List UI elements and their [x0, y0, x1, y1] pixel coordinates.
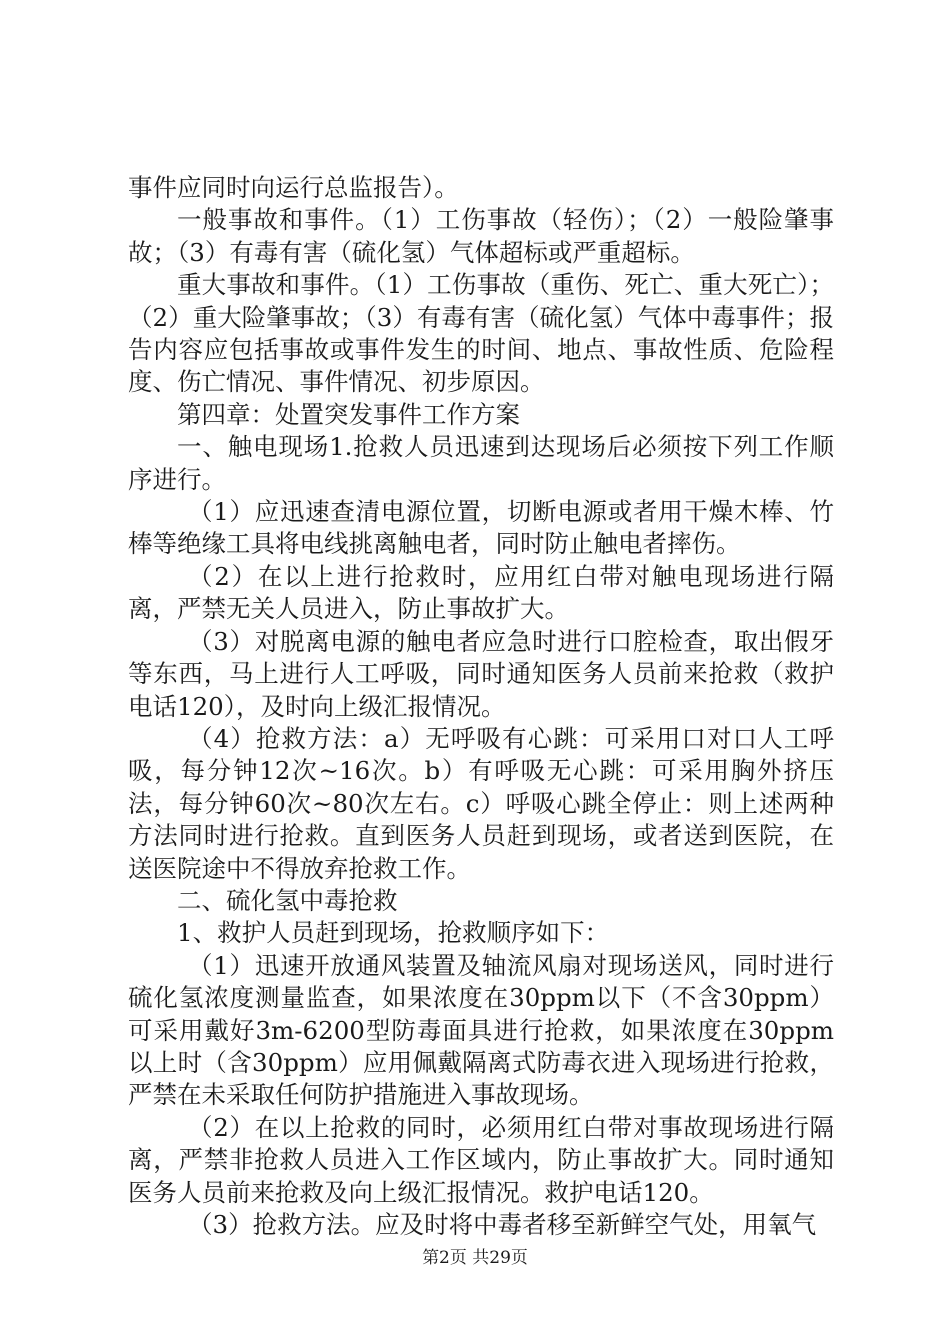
document-body [128, 172, 834, 1241]
paragraph-h2s-step-1: （1）迅速开放通风装置及轴流风扇对现场送风，同时进行硫化氢浓度测量监查，如果浓度在30ppm以下（不含30ppm）可采用戴好3m-6200型防毒面具进行抢救，如果浓度在30ppm以上时（含30ppm）应用佩戴隔离式防毒衣进入现场进行抢救，严禁在未采取任何防护措施进入事故现场。 [128, 950, 834, 1110]
chapter-heading: 第四章：处置突发事件工作方案 [177, 399, 520, 429]
paragraph-continuation: 事件应同时向运行总监报告）。 [128, 173, 459, 202]
paragraph-step-4: （4）抢救方法：a）无呼吸有心跳：可采用口对口人工呼吸，每分钟12次~16次。b）有呼吸无心跳：可采用胸外挤压法，每分钟60次~80次左右。c）呼吸心跳全停止：则上述两种方法同时进行抢救。直到医务人员赶到现场，或者送到医院，在送医院途中不得放弃抢救工作。 [128, 723, 834, 883]
paragraph-step-3: （3）对脱离电源的触电者应急时进行口腔检查，取出假牙等东西，马上进行人工呼吸，同时通知医务人员前来抢救（救护电话120），及时向上级汇报情况。 [128, 626, 834, 721]
paragraph-major-accidents: 重大事故和事件。（1）工伤事故（重伤、死亡、重大死亡）；（2）重大险肇事故；（3）有毒有害（硫化氢）气体中毒事件；报告内容应包括事故或事件发生的时间、地点、事故性质、危险程度、伤亡情况、事件情况、初步原因。 [128, 270, 834, 397]
paragraph-step-1: （1）应迅速查清电源位置，切断电源或者用干燥木棒、竹棒等绝缘工具将电线挑离触电者，同时防止触电者摔伤。 [128, 497, 834, 559]
section-heading-h2s: 二、硫化氢中毒抢救 [177, 885, 398, 915]
paragraph-h2s-step-3: （3）抢救方法。应及时将中毒者移至新鲜空气处，用氧气 [188, 1210, 817, 1239]
paragraph-general-accidents: 一般事故和事件。（1）工伤事故（轻伤）；（2）一般险肇事故；（3）有毒有害（硫化氢）气体超标或严重超标。 [128, 205, 834, 267]
page-number-label: 第2页 共29页 [422, 1248, 528, 1268]
paragraph-h2s-step-2: （2）在以上抢救的同时，必须用红白带对事故现场进行隔离，严禁非抢救人员进入工作区域内，防止事故扩大。同时通知医务人员前来抢救及向上级汇报情况。救护电话120。 [128, 1112, 834, 1207]
page-footer [0, 1243, 950, 1268]
paragraph-step-2: （2）在以上进行抢救时，应用红白带对触电现场进行隔离，严禁无关人员进入，防止事故扩大。 [128, 561, 834, 624]
section-heading-electric-shock: 一、触电现场1.抢救人员迅速到达现场后必须按下列工作顺序进行。 [128, 432, 834, 494]
paragraph-rescue-order: 1、救护人员赶到现场，抢救顺序如下： [177, 918, 610, 948]
